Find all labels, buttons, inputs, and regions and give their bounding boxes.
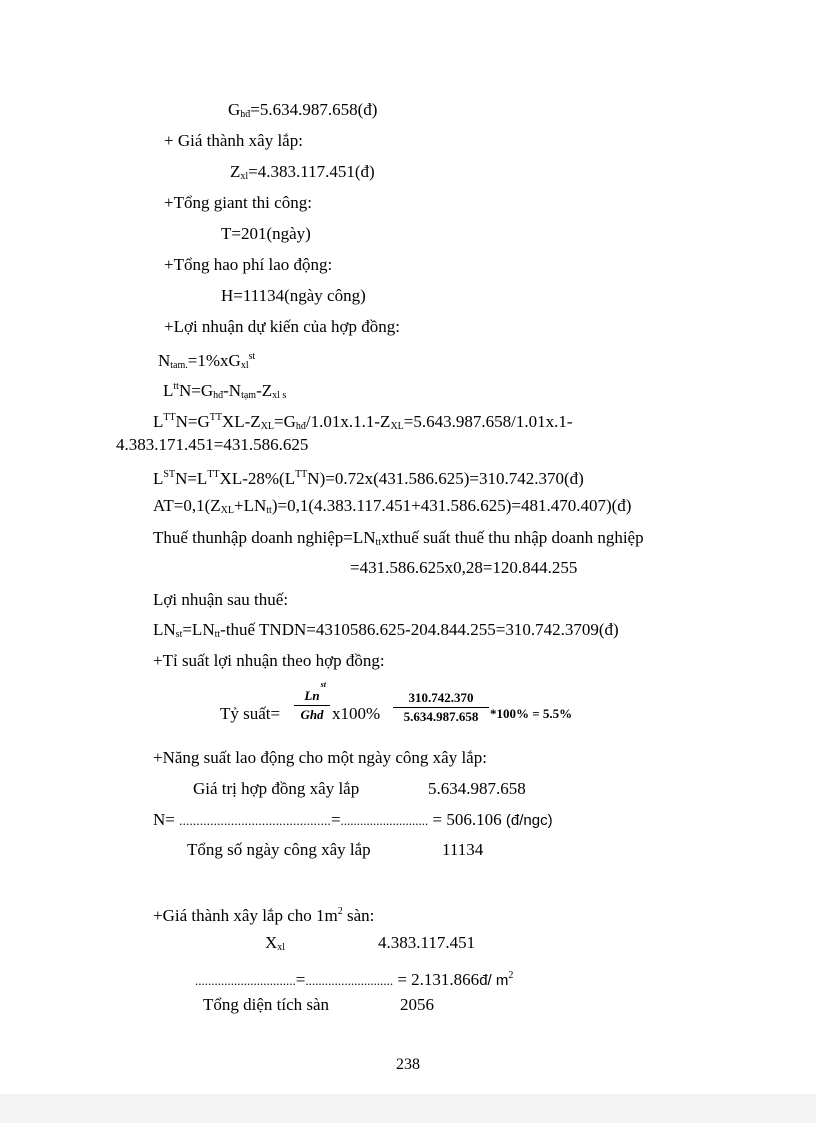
workdays-label: Tổng số ngày công xây lắp	[187, 840, 371, 859]
ratio-times: x100%	[332, 704, 381, 723]
subscript: XL	[220, 505, 235, 516]
text: =4.383.117.451(đ)	[248, 162, 375, 181]
subscript: tt	[375, 537, 382, 548]
dotted-line: ...........................	[340, 813, 429, 828]
text: X	[265, 933, 278, 952]
superscript: 2	[337, 906, 343, 917]
subscript: st	[175, 629, 183, 640]
text: +Giá thành xây lắp cho 1m	[153, 906, 338, 925]
text: N	[307, 469, 320, 488]
subscript: xl	[240, 171, 249, 182]
page-number: 238	[396, 1056, 420, 1073]
text: =G	[191, 381, 214, 400]
superscript: st	[248, 351, 256, 362]
text: N	[158, 351, 171, 370]
text: XL-28%(L	[219, 469, 296, 488]
formula-l-ST	[153, 465, 584, 489]
formula-at	[153, 496, 631, 521]
superscript: TT	[163, 412, 176, 423]
text: Thuế thunhập doanh nghiệp=LN	[153, 528, 376, 547]
dotted-line: ...........................	[305, 973, 394, 988]
formula-l-TT	[153, 408, 573, 437]
floor-area-number: 2056	[400, 995, 434, 1014]
text: L	[153, 412, 164, 431]
ratio-result: *100% = 5.5%	[490, 706, 573, 721]
formula-l-TT-cont: 4.383.171.451=431.586.625	[116, 435, 309, 454]
page-bottom-margin	[0, 1094, 816, 1123]
unit: (đ/ngc)	[505, 812, 553, 829]
text: =LN	[182, 620, 215, 639]
superscript: ST	[163, 469, 176, 480]
text: )=0.72x(431.586.625)=310.742.370(đ)	[319, 469, 584, 488]
text: = 2.131.866	[397, 970, 480, 989]
contract-value-number: 5.634.987.658	[428, 779, 526, 798]
xxl-label	[265, 933, 285, 958]
contract-value-line	[228, 100, 377, 125]
ratio-fraction-values	[393, 690, 489, 725]
text: +LN	[234, 496, 267, 515]
floor-cost-heading	[153, 902, 374, 926]
labor-line: H=11134(ngày công)	[221, 286, 366, 305]
text: Z	[230, 162, 241, 181]
text: )=0,1(4.383.117.451+431.586.625)=481.470.407)(đ)	[271, 496, 632, 515]
fraction-bar	[294, 705, 330, 706]
formula-tax-result: =431.586.625x0,28=120.844.255	[350, 558, 578, 577]
workdays-number: 11134	[442, 840, 484, 859]
text: =	[330, 810, 341, 829]
superscript: tt	[173, 381, 179, 392]
formula-l-tt	[163, 377, 286, 406]
text: =5.634.987.658(đ)	[250, 100, 378, 119]
ratio-fraction	[294, 682, 330, 723]
formula-ln-st	[153, 620, 619, 645]
dotted-line: ............................................	[179, 813, 331, 828]
text: =5.643.987.658/1.01x.1-	[403, 412, 573, 431]
superscript: 2	[508, 970, 514, 981]
text: =L	[187, 469, 208, 488]
floor-cost-formula	[195, 966, 513, 991]
formula-tax	[153, 528, 644, 553]
text: Ln	[304, 688, 320, 703]
text: -N	[223, 381, 242, 400]
text: =G	[187, 412, 210, 431]
text: XL-Z	[221, 412, 261, 431]
subscript: hđ	[213, 390, 224, 401]
subscript: hđ	[295, 421, 306, 432]
subscript: xl s	[272, 390, 287, 401]
fraction-numerator: 310.742.370	[408, 690, 474, 705]
subscript: XL	[260, 421, 275, 432]
subscript: tt	[266, 505, 272, 516]
subscript: xl	[240, 360, 249, 371]
text: L	[153, 469, 164, 488]
superscript: TT	[209, 412, 222, 423]
fraction-denominator: Ghd	[300, 707, 324, 722]
text: =	[295, 970, 306, 989]
construction-cost-line	[230, 162, 375, 187]
fraction-denominator: 5.634.987.658	[403, 709, 479, 724]
text: AT=0,1(Z	[153, 496, 221, 515]
text: N	[178, 381, 192, 400]
productivity-formula	[153, 810, 553, 831]
text: N=	[153, 810, 175, 829]
text: G	[228, 100, 241, 119]
total-time-heading: +Tổng giant thi công:	[164, 193, 312, 212]
productivity-heading: +Năng suất lao động cho một ngày công xây lắp:	[153, 748, 487, 767]
unit: đ/ m	[479, 972, 509, 989]
subscript: xl	[277, 942, 286, 953]
subscript: tt	[214, 629, 221, 640]
fraction-bar	[393, 707, 489, 708]
text: /1.01x.1.1-Z	[305, 412, 391, 431]
xxl-number: 4.383.117.451	[378, 933, 476, 952]
total-time-line: T=201(ngày)	[221, 224, 311, 243]
text: N	[175, 469, 188, 488]
text: =G	[274, 412, 296, 431]
text: -thuế TNDN=4310586.625-204.844.255=310.742.3709(đ)	[220, 620, 619, 639]
subscript: tạm	[241, 390, 257, 401]
fraction-numerator	[294, 682, 330, 704]
superscript: TT	[295, 469, 308, 480]
profit-heading: +Lợi nhuận dự kiến của hợp đồng:	[164, 317, 401, 336]
text: L	[163, 381, 174, 400]
subscript: hđ	[240, 109, 251, 120]
floor-area-label: Tổng diện tích sàn	[203, 995, 330, 1014]
text: = 506.106	[432, 810, 502, 829]
subscript: XL	[390, 421, 404, 432]
ratio-heading: +Tỉ suất lợi nhuận theo hợp đồng:	[153, 651, 385, 670]
contract-value-label: Giá trị hợp đồng xây lắp	[193, 779, 360, 798]
text: -Z	[256, 381, 273, 400]
labor-heading: +Tổng hao phí lao động:	[164, 255, 333, 274]
text: xthuế suất thuế thu nhập doanh nghiệp	[381, 528, 644, 547]
superscript: TT	[207, 469, 220, 480]
ratio-label: Tỷ suất=	[220, 704, 281, 723]
text: sàn:	[342, 906, 375, 925]
text: =1%xG	[187, 351, 241, 370]
subscript: tam.	[170, 360, 188, 371]
superscript: st	[320, 680, 326, 689]
text: LN	[153, 620, 176, 639]
after-tax-heading: Lợi nhuận sau thuế:	[153, 590, 289, 609]
formula-n-tam	[158, 347, 255, 376]
construction-cost-heading: + Giá thành xây lắp:	[164, 131, 303, 150]
text: N	[175, 412, 188, 431]
dotted-line: ...............................	[195, 973, 296, 988]
